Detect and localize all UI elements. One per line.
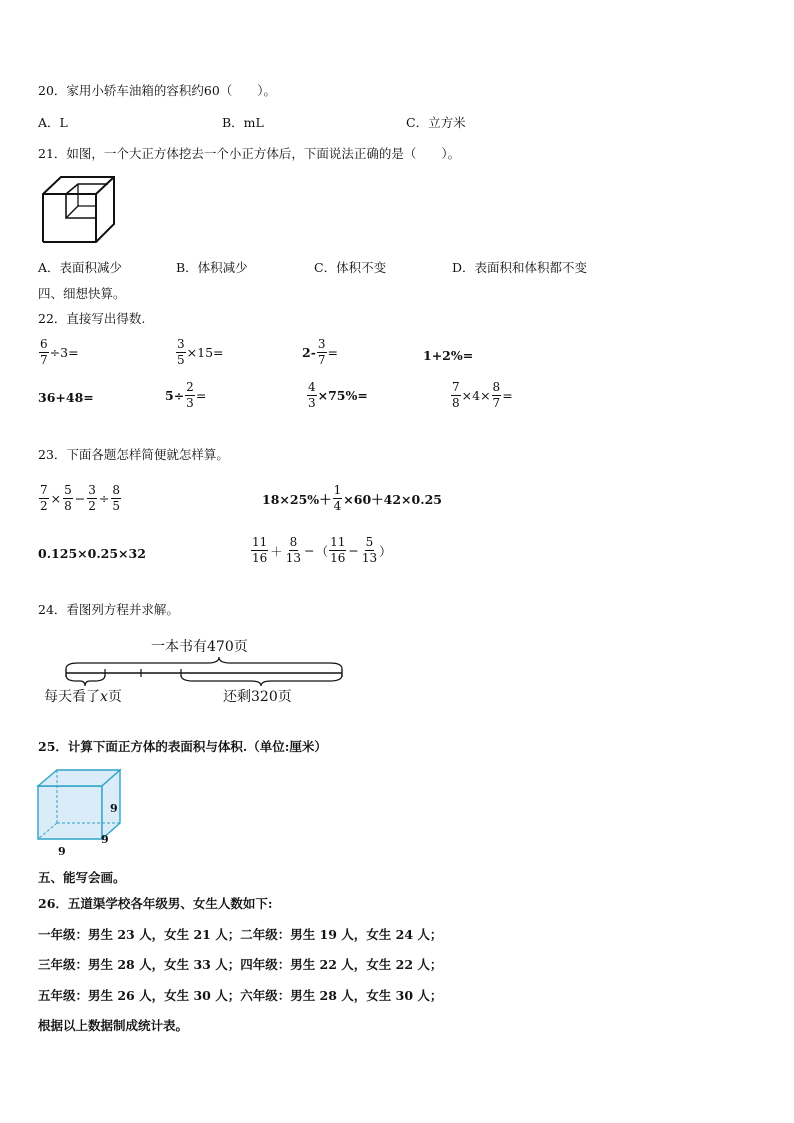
remain-brace [181, 675, 342, 686]
q26-stem: 26．五道渠学校各年级男、女生人数如下: [38, 896, 273, 911]
fraction: $\frac{11}{16}$ [252, 535, 268, 565]
q23-stem: 23．下面各题怎样简便就怎样算。 [38, 447, 229, 462]
fraction: $\frac{5}{13}$ [361, 535, 378, 565]
remaining-pages-label: 还剩320页 [223, 689, 292, 705]
edge-label-width: 9 [58, 845, 66, 858]
q23-expr-4: $\frac{11}{16}$ ＋ $\frac{8}{13}$ − （ $\frac{11}{16}$ − $\frac{5}{13}$ ） [252, 535, 392, 565]
section-4-heading: 四、细想快算。 [38, 286, 126, 301]
top-brace [66, 657, 342, 669]
q23-expr-2: 18×25%＋ $\frac{1}{4}$ ×60＋42×0.25 [262, 483, 442, 513]
q21-stem: 21．如图，一个大正方体挖去一个小正方体后，下面说法正确的是（ ）。 [38, 146, 461, 161]
fraction: $\frac{8}{13}$ [285, 535, 302, 565]
q23-expr-3: 0.125×0.25×32 [38, 546, 146, 561]
q20-stem: 20．家用小轿车油箱的容积约60（ ）。 [38, 83, 277, 98]
q22-item-8: $\frac{7}{8}$ ×4× $\frac{8}{7}$ = [452, 380, 513, 410]
q25-stem: 25．计算下面正方体的表面积与体积.（单位:厘米） [38, 739, 327, 754]
q20-option-a[interactable]: A．L [38, 115, 68, 130]
fraction: $\frac{3}{5}$ [177, 337, 185, 367]
q24-stem: 24．看图列方程并求解。 [38, 602, 179, 617]
fraction: $\frac{7}{8}$ [452, 380, 460, 410]
q22-item-6: 5÷ $\frac{2}{3}$ = [165, 380, 207, 410]
fraction: $\frac{7}{2}$ [40, 483, 48, 513]
edge-label-depth: 9 [101, 833, 109, 846]
fraction: $\frac{8}{5}$ [112, 483, 121, 513]
total-pages-label: 一本书有470页 [151, 639, 248, 655]
fraction: $\frac{6}{7}$ [40, 337, 48, 367]
fraction: $\frac{8}{7}$ [492, 380, 501, 410]
section-5-heading: 五、能写会画。 [38, 870, 126, 885]
daily-pages-label: 每天看了x页 [44, 689, 122, 705]
q21-option-d[interactable]: D．表面积和体积都不变 [452, 260, 588, 275]
cube-with-notch-figure [38, 174, 118, 246]
q26-line-2: 三年级：男生 28 人，女生 33 人；四年级：男生 22 人，女生 22 人； [38, 957, 443, 972]
fraction: $\frac{3}{2}$ [88, 483, 96, 513]
q21-option-b[interactable]: B．体积减少 [176, 260, 248, 275]
q21-option-a[interactable]: A．表面积减少 [38, 260, 123, 275]
daily-brace [66, 675, 105, 686]
cube-figure [34, 768, 134, 860]
q26-line-1: 一年级：男生 23 人，女生 21 人；二年级：男生 19 人，女生 24 人； [38, 927, 443, 942]
q22-item-4: 1+2%= [423, 348, 474, 363]
q26-line-3: 五年级：男生 26 人，女生 30 人；六年级：男生 28 人，女生 30 人； [38, 988, 443, 1003]
book-pages-diagram [38, 635, 358, 710]
q22-item-7: $\frac{4}{3}$ ×75%= [308, 380, 368, 410]
q22-item-1: $\frac{6}{7}$ ÷3= [40, 337, 79, 367]
q21-option-c[interactable]: C．体积不变 [314, 260, 387, 275]
fraction: $\frac{3}{7}$ [317, 337, 326, 367]
q22-item-3: 2- $\frac{3}{7}$ = [302, 337, 339, 367]
q22-item-2: $\frac{3}{5}$ ×15= [177, 337, 224, 367]
fraction: $\frac{5}{8}$ [64, 483, 72, 513]
q20-option-b[interactable]: B．mL [222, 115, 264, 130]
fraction: $\frac{2}{3}$ [186, 380, 194, 410]
cube-shape [38, 770, 120, 839]
q22-stem: 22．直接写出得数. [38, 311, 146, 326]
fraction: $\frac{4}{3}$ [308, 380, 316, 410]
q23-expr-1: $\frac{7}{2}$ × $\frac{5}{8}$ − $\frac{3}{2}$ ÷ $\frac{8}{5}$ [40, 483, 121, 513]
q22-item-5: 36+48= [38, 390, 94, 405]
fraction: $\frac{1}{4}$ [333, 483, 342, 513]
q20-option-c[interactable]: C．立方米 [406, 115, 466, 130]
q26-ending: 根据以上数据制成统计表。 [38, 1018, 189, 1033]
fraction: $\frac{11}{16}$ [330, 535, 346, 565]
edge-label-height: 9 [110, 802, 118, 815]
